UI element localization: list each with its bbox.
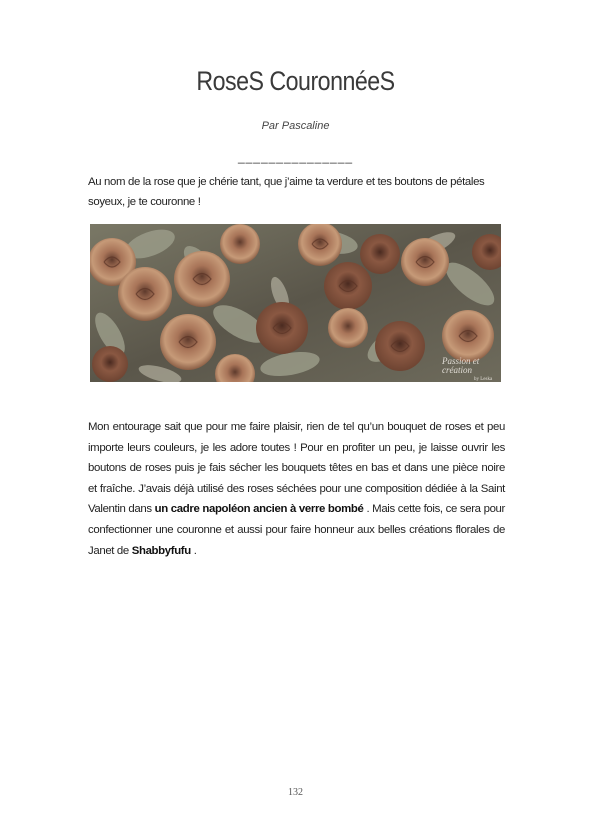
body-text-part3: .: [190, 544, 197, 557]
body-text-part2: . Mais cette fois, ce sera pour confectionner une couronne et aussi pour faire honneur aux belles créations florales de Janet de: [88, 503, 505, 557]
divider-line: _______________: [237, 150, 354, 164]
dried-roses-photo: [90, 224, 501, 382]
dried-roses-image: [90, 224, 501, 382]
body-text-part1: Mon entourage sait que pour me faire plaisir, rien de tel qu’un bouquet de roses et peu importe leurs couleurs, je les adore toutes ! Pour en profiter un peu, je laisse ouvrir les boutons de roses puis je fais sécher les bouquets têtes en bas et dans une pièce noire et fraîche. J’avais déjà utilisé des roses séchées pour une composition dédiée à la Saint Valentin dans: [88, 421, 505, 516]
link-cadre-napoleon[interactable]: un cadre napoléon ancien à verre bombé: [154, 503, 364, 516]
body-paragraph: [88, 417, 505, 561]
watermark-line1: Passion et: [442, 356, 480, 366]
watermark-line3: by Leska: [474, 377, 493, 382]
watermark-line2: création: [442, 365, 472, 375]
page-number: 132: [288, 787, 303, 798]
author-byline: Par Pascaline: [261, 120, 330, 132]
link-shabbyfufu[interactable]: Shabbyfufu: [131, 544, 191, 557]
page-title: RoseS CouronnéeS: [196, 66, 395, 96]
intro-paragraph: Au nom de la rose que je chérie tant, que j’aime ta verdure et tes boutons de pétales soyeux, je te couronne !: [88, 176, 485, 208]
